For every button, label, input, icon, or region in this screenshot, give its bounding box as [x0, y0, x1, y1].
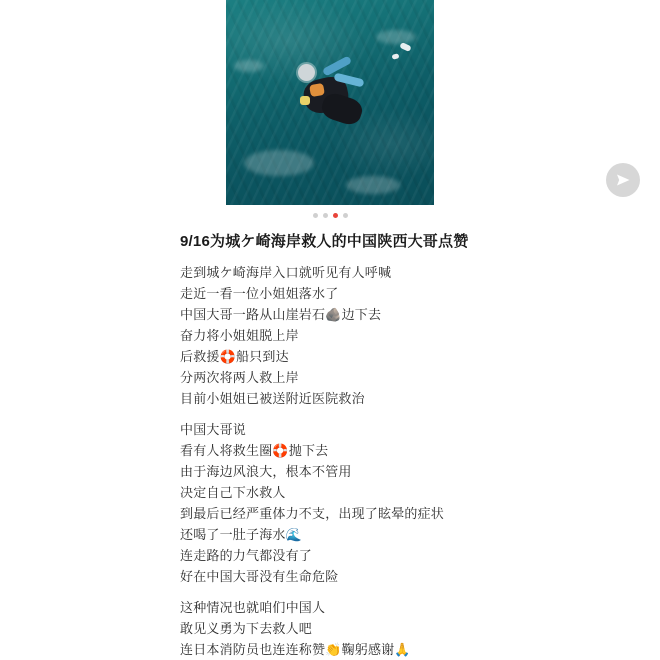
post-line: 分两次将两人救上岸: [180, 369, 299, 385]
post-line: 走到城ケ崎海岸入口就听见有人呼喊: [180, 264, 392, 280]
post-line: 后救援🛟船只到达: [180, 348, 289, 364]
post-line: 敢见义勇为下去救人吧: [180, 620, 313, 636]
post-line: 中国大哥一路从山崖岩石🪨边下去: [180, 306, 382, 322]
post-line: 奋力将小姐姐脱上岸: [180, 327, 299, 343]
send-button[interactable]: [606, 163, 640, 197]
post-line: 连走路的力气都没有了: [180, 547, 313, 563]
media-area: [170, 0, 490, 205]
post-line: 目前小姐姐已被送附近医院救治: [180, 390, 365, 406]
carousel-dot[interactable]: [313, 213, 318, 218]
post-text: [170, 225, 490, 660]
post-line: 中国大哥说: [180, 421, 247, 437]
swimmer-head: [298, 64, 315, 81]
foam-patch: [346, 176, 400, 194]
post-line: 连日本消防员也连连称赞👏鞠躬感谢🙏: [180, 641, 411, 657]
swimmer-body-second: [319, 90, 365, 127]
post-line: 走近一看一位小姐姐落水了: [180, 285, 339, 301]
post-line: 到最后已经严重体力不支，出现了眩晕的症状: [180, 505, 445, 521]
post-line: 看有人将救生圈🛟抛下去: [180, 442, 329, 458]
post-headline: 9/16为城ケ崎海岸救人的中国陕西大哥点赞: [180, 233, 469, 250]
foam-patch: [376, 30, 416, 44]
post-line: 由于海边风浪大，根本不管用: [180, 463, 352, 479]
foam-patch: [244, 150, 314, 176]
left-gutter: [0, 0, 170, 656]
send-icon: [615, 172, 631, 188]
post-line: 决定自己下水救人: [180, 484, 286, 500]
rescue-photo[interactable]: [226, 0, 434, 205]
post-line: 这种情况也就咱们中国人: [180, 599, 326, 615]
yellow-gear: [300, 96, 310, 105]
right-gutter: [490, 0, 660, 656]
post-line: 还喝了一肚子海水🌊: [180, 526, 302, 542]
carousel-dot-active[interactable]: [333, 213, 338, 218]
carousel-dot[interactable]: [343, 213, 348, 218]
carousel-dot[interactable]: [323, 213, 328, 218]
post-container: [170, 0, 490, 656]
carousel-dots[interactable]: [170, 205, 490, 225]
swimmer-figure: [282, 52, 378, 136]
post-line-blank: [180, 409, 480, 419]
post-line-blank: [180, 587, 480, 597]
post-line: 好在中国大哥没有生命危险: [180, 568, 339, 584]
foam-patch: [234, 60, 264, 72]
